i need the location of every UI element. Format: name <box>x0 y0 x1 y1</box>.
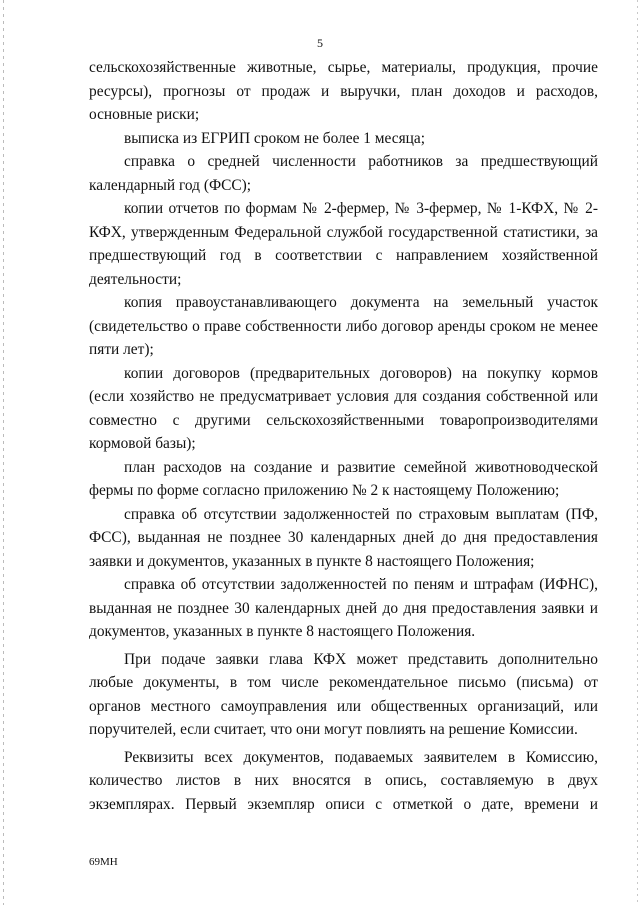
paragraph-additional-documents: При подаче заявки глава КФХ может представить дополнительно любые документы, в том числе рекомендательное письмо (письма) от органов местного самоуправления или общественных организаций, или поручителей, если считает, что они могут повлиять на решение Комиссии. <box>89 650 598 738</box>
scan-edge-right <box>637 0 638 905</box>
list-item-insurance-debt-certificate: справка об отсутствии задолженностей по страховым выплатам (ПФ, ФСС), выданная не позднее 30 календарных дней до дня предоставления заявки и документов, указанных в пункте 8 настоящего Положения; <box>89 505 598 570</box>
scan-edge-left <box>3 0 4 905</box>
footer-document-code: 69МН <box>89 856 118 868</box>
page-number: 5 <box>317 36 323 50</box>
document-body <box>89 56 598 816</box>
list-item-staff-certificate: справка о средней численности работников за предшествующий календарный год (ФСС); <box>89 153 598 194</box>
paragraph-document-inventory: Реквизиты всех документов, подаваемых заявителем в Комиссию, количество листов в них вносятся в опись, составляемую в двух экземплярах. Первый экземпляр описи с отметкой о дате, времени и <box>89 748 598 813</box>
list-item-expense-plan: план расходов на создание и развитие семейной животноводческой фермы по форме согласно приложению № 2 к настоящему Положению; <box>89 458 598 499</box>
list-item-egrip-extract: выписка из ЕГРИП сроком не более 1 месяца; <box>124 129 426 147</box>
paragraph-continuation: сельскохозяйственные животные, сырье, материалы, продукция, прочие ресурсы), прогнозы от продаж и выручки, план доходов и расходов, основные риски; <box>89 59 598 123</box>
list-item-land-title: копия правоустанавливающего документа на земельный участок (свидетельство о праве собственности либо договор аренды сроком не менее пяти лет); <box>89 294 598 358</box>
list-item-penalty-debt-certificate: справка об отсутствии задолженностей по пеням и штрафам (ИФНС), выданная не позднее 30 календарных дней до дня предоставления заявки и документов, указанных в пункте 8 настоящего Положения. <box>89 576 598 640</box>
list-item-feed-contracts: копии договоров (предварительных договоров) на покупку кормов (если хозяйство не предусматривает условия для создания собственной или совместно с другими сельскохозяйственными товаропроизводителями кормовой базы); <box>89 364 598 452</box>
list-item-report-copies: копии отчетов по формам № 2-фермер, № 3-фермер, № 1-КФХ, № 2-КФХ, утвержденным Федеральной службой государственной статистики, за предшествующий год в соответствии с направлением хозяйственной деятельности; <box>89 200 598 288</box>
